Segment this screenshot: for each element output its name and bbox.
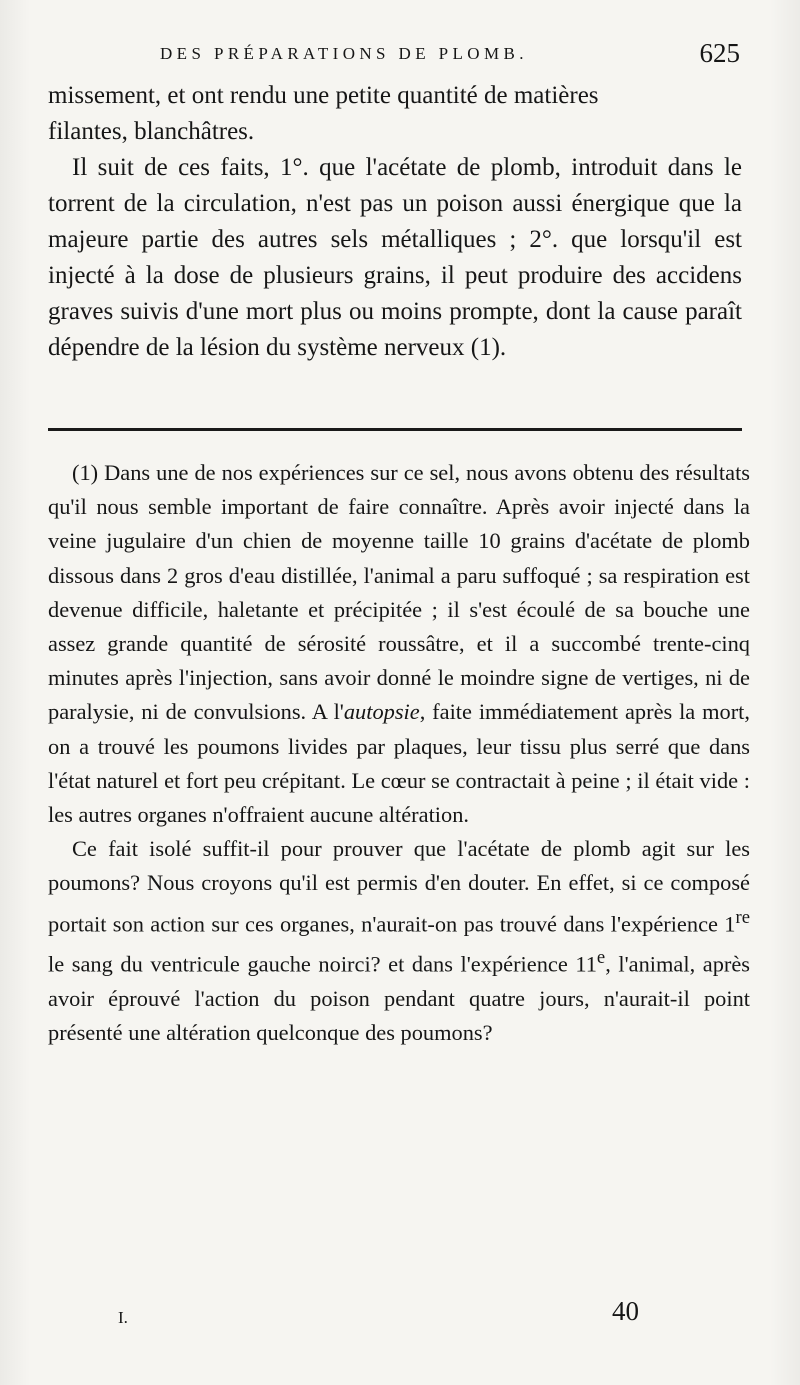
footnote-separator	[48, 428, 742, 431]
signature-mark: I.	[118, 1308, 128, 1327]
page-number: 625	[699, 38, 740, 68]
footnote	[48, 456, 750, 1050]
ordinal-suffix-1: re	[735, 906, 750, 928]
footnote-text-2b: le sang du ventricule gauche noirci? et dans l'expérience 11	[48, 951, 597, 977]
continuation-line-1: missement, et ont rendu une petite quantité de matières	[48, 82, 599, 109]
footnote-text-2a: Ce fait isolé suffit-il pour prouver que l'acétate de plomb agit sur les poumons? Nous croyons qu'il est permis d'en douter. En effet, si ce composé portait son action sur ces organes, n'aurait-on pas trouvé dans l'expérience 1	[48, 836, 750, 937]
footnote-text-1b: , faite immédiatement après la mort, on a trouvé les poumons livides par plaques, leur tissu plus serré que dans l'état naturel et fort peu crépitant. Le cœur se contractait à peine ; il était vide : les autres organes n'offraient aucune altération.	[48, 699, 750, 828]
main-text	[48, 78, 742, 366]
page-header	[160, 38, 740, 72]
conclusion-paragraph: Il suit de ces faits, 1°. que l'acétate de plomb, introduit dans le torrent de la circulation, n'est pas un poison aussi énergique que la majeure partie des autres sels métalliques ; 2°. que lorsqu'il est injecté à la dose de plusieurs grains, il peut produire des accidens graves suivis d'une mort plus ou moins prompte, dont la cause paraît dépendre de la lésion du système nerveux (1).	[48, 154, 742, 361]
running-head: DES PRÉPARATIONS DE PLOMB.	[160, 44, 528, 63]
footnote-paragraph-1	[48, 456, 750, 832]
footnote-paragraph-2	[48, 832, 750, 1050]
italic-term: autopsie	[343, 699, 420, 725]
footnote-text-2c: , l'animal, après avoir éprouvé l'action du poison pendant quatre jours, n'aurait-il point présenté une altération quelconque des poumons?	[48, 951, 750, 1046]
sheet-number: 40	[612, 1296, 639, 1326]
ordinal-suffix-2: e	[596, 947, 606, 969]
footnote-text-1a: (1) Dans une de nos expériences sur ce sel, nous avons obtenu des résultats qu'il nous semble important de faire connaître. Après avoir injecté dans la veine jugulaire d'un chien de moyenne taille 10 grains d'acétate de plomb dissous dans 2 gros d'eau distillée, l'animal a paru suffoqué ; sa respiration est devenue difficile, haletante et précipitée ; il s'est écoulé de sa bouche une assez grande quantité de sérosité roussâtre, et il a succombé trente-cinq minutes après l'injection, sans avoir donné le moindre signe de vertiges, ni de paralysie, ni de convulsions. A l'	[48, 460, 750, 725]
continuation-line	[48, 78, 742, 150]
continuation-line-2: filantes, blanchâtres.	[48, 118, 255, 145]
